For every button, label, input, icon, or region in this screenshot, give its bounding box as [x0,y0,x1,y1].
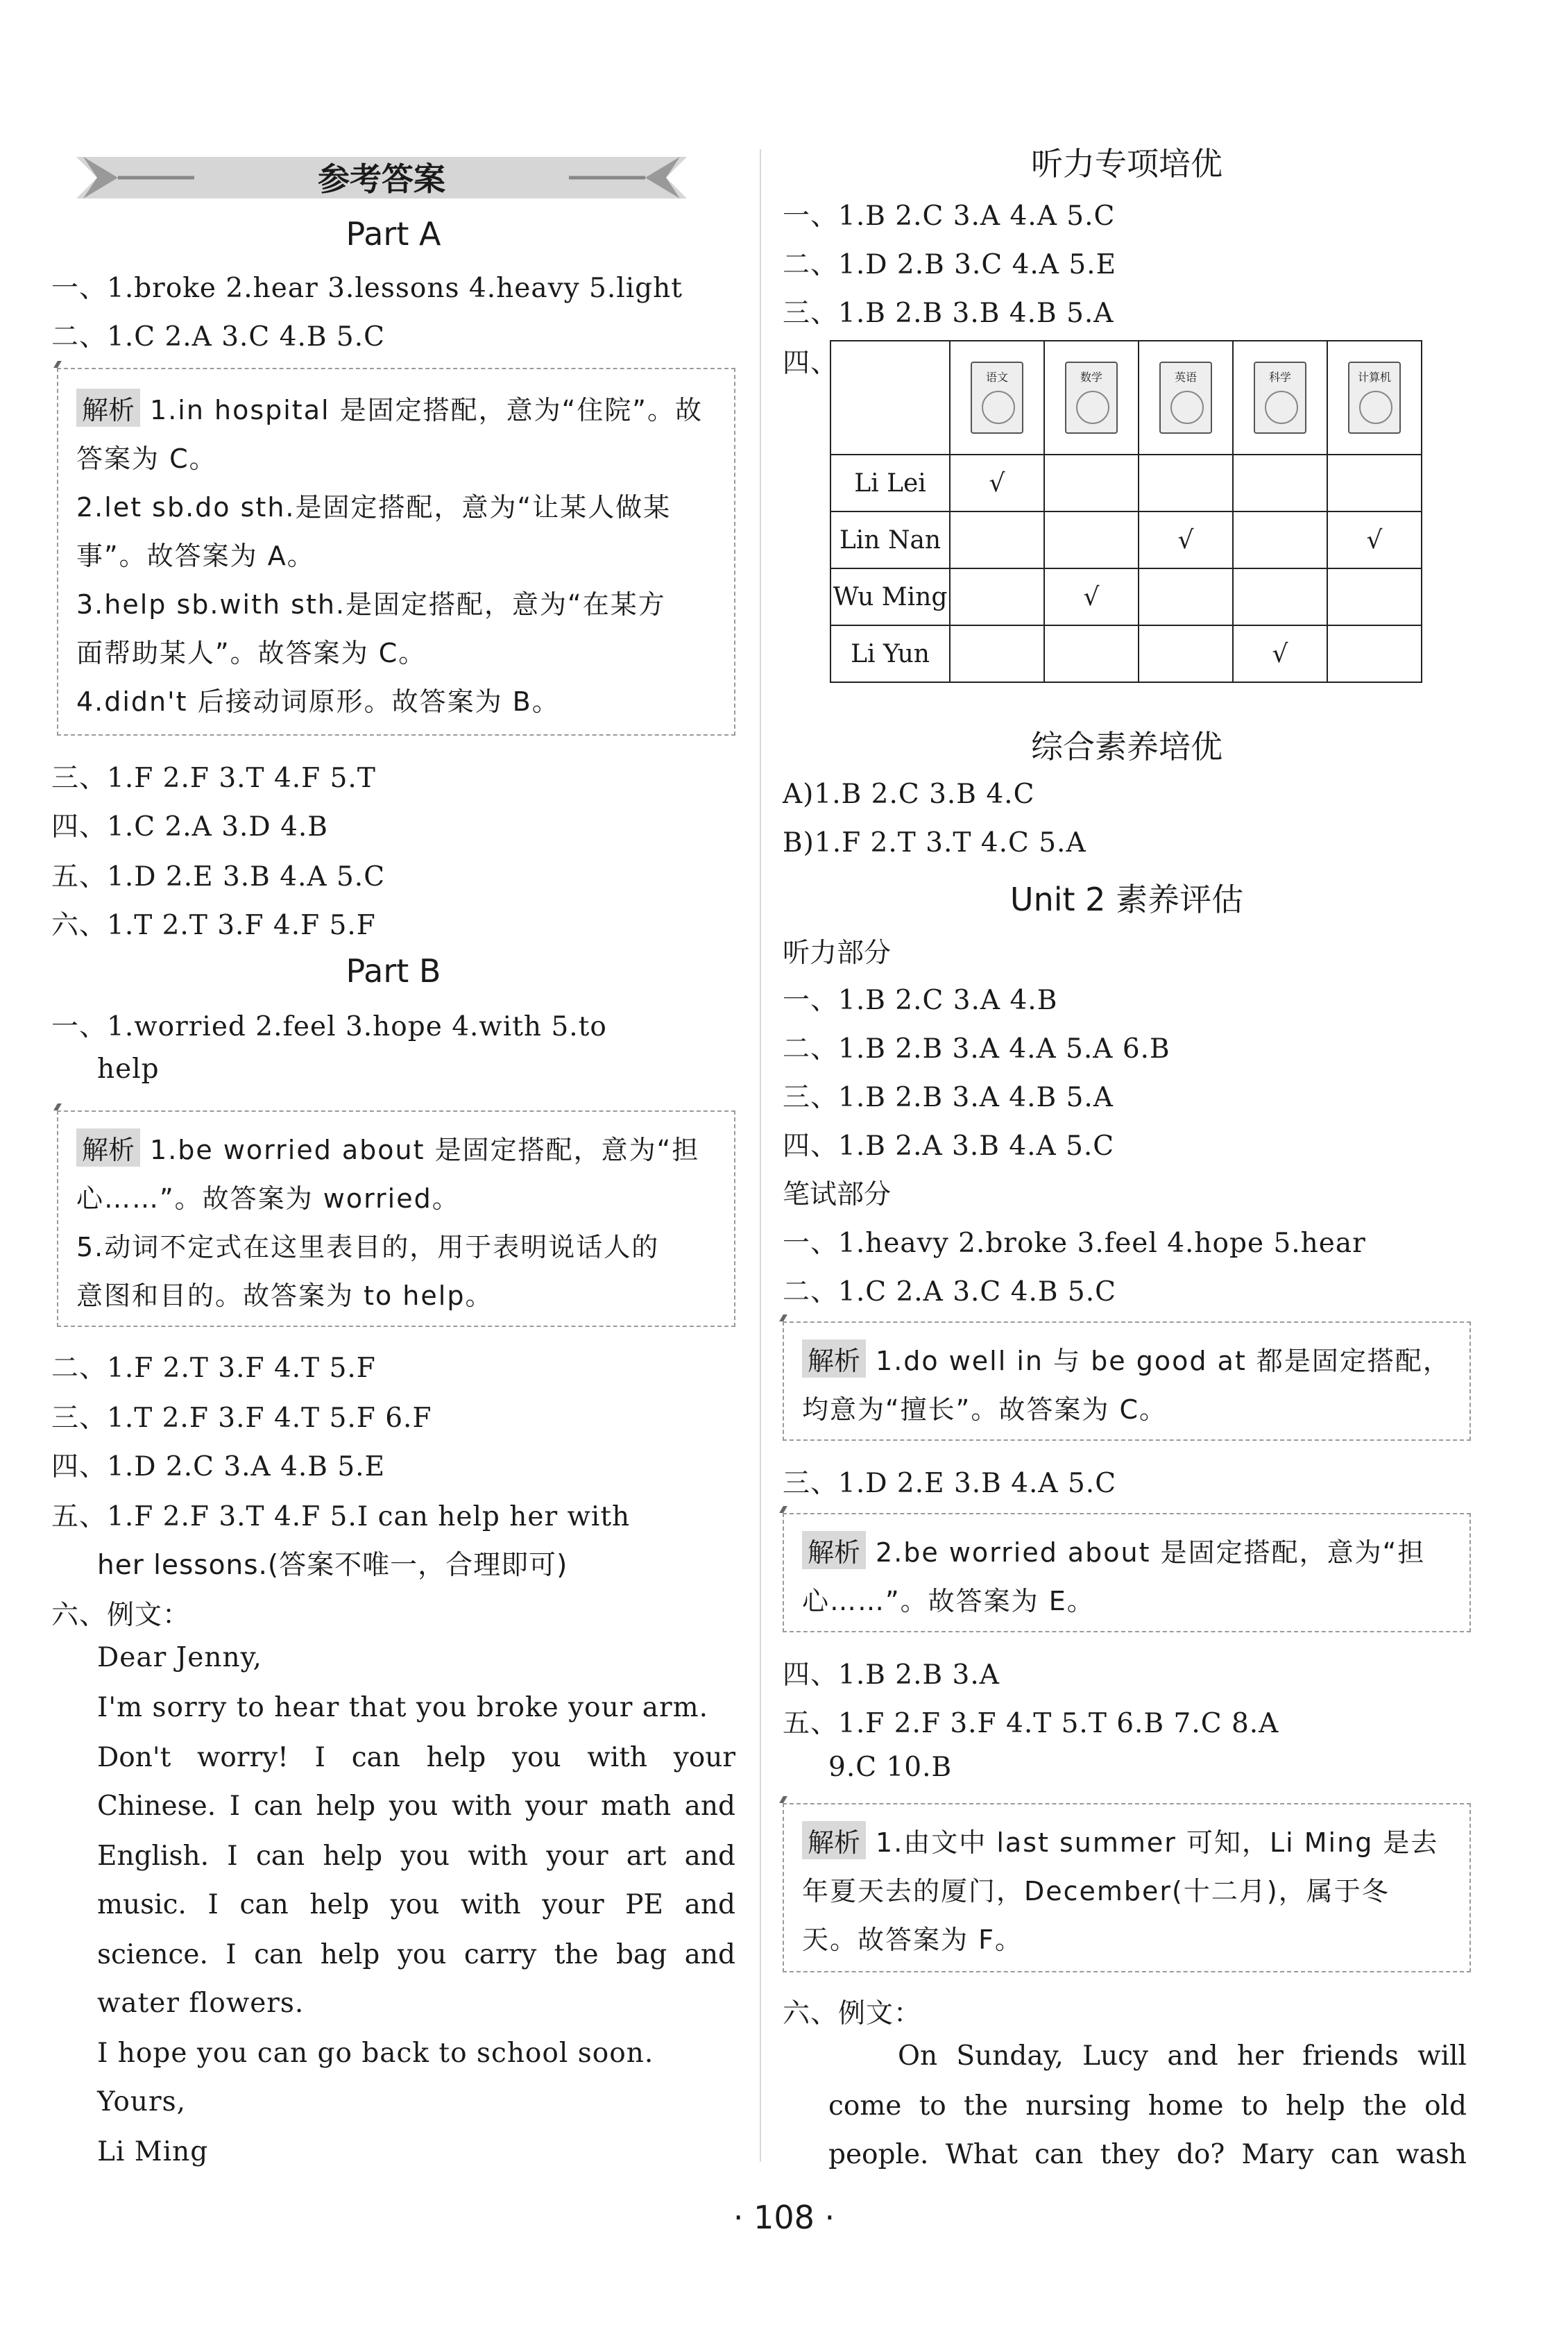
analysis-box-5 [783,1803,1471,1972]
check-cell [950,511,1044,568]
analysis-tag: 解析 [802,1339,866,1378]
table-row [830,568,1422,625]
listening-q4-label: 四、 [783,348,839,379]
table-header-row [830,341,1422,455]
written-q3: 三、1.D 2.E 3.B 4.A 5.C [783,1468,1117,1499]
page-number: · 108 · [733,2199,835,2236]
banner-title: 参考答案 [318,160,445,198]
check-cell: √ [950,455,1044,511]
corner-mark-icon [779,1314,800,1321]
table-corner-cell [830,341,950,455]
letter-line: I'm sorry to hear that you broke your arm. [97,1692,709,1723]
essay-line: come to the nursing home to help the old [828,2090,1467,2122]
analysis-line: 面帮助某人”。故答案为 C。 [76,638,427,668]
written-q5-continued: 9.C 10.B [828,1752,953,1783]
letter-line: water flowers. [97,1988,305,2019]
subject-cell [1139,341,1233,455]
check-cell [1233,568,1327,625]
analysis-tag: 解析 [802,1531,866,1569]
analysis-line: 3.help sb.with sth.是固定搭配，意为“在某方 [76,589,666,620]
part-a-q1: 一、1.broke 2.hear 3.lessons 4.heavy 5.light [51,273,683,304]
unit-listening-q3: 三、1.B 2.B 3.A 4.B 5.A [783,1082,1114,1113]
check-cell [1233,455,1327,511]
written-q6: 六、例文： [783,1998,922,2029]
letter-line: Yours, [97,2086,187,2117]
listening-q2: 二、1.D 2.B 3.C 4.A 5.E [783,249,1117,280]
corner-mark-icon [53,1103,74,1110]
comprehensive-b: B)1.F 2.T 3.T 4.C 5.A [783,827,1086,859]
part-b-heading: Part B [346,952,441,990]
unit-listening-q4: 四、1.B 2.A 3.B 4.A 5.C [783,1131,1115,1162]
analysis-line: 1.do well in 与 be good at 都是固定搭配， [876,1346,1451,1376]
analysis-box-1 [57,368,735,736]
analysis-line: 4.didn't 后接动词原形。故答案为 B。 [76,686,560,717]
check-cell [1139,625,1233,682]
letter-line: I hope you can go back to school soon. [97,2038,654,2069]
table-row [830,625,1422,682]
check-cell [1044,455,1139,511]
part-b-q1-continued: help [97,1054,160,1085]
letter-line: Don't worry! I can help you with your [97,1742,735,1773]
comprehensive-heading: 综合素养培优 [1031,728,1222,766]
part-a-heading: Part A [346,215,441,253]
letter-line: music. I can help you with your PE and [97,1889,735,1920]
answer-banner [76,147,687,208]
written-q1: 一、1.heavy 2.broke 3.feel 4.hope 5.hear [783,1228,1366,1259]
analysis-line: 心……”。故答案为 E。 [802,1586,1095,1616]
analysis-line: 心……”。故答案为 worried。 [76,1183,460,1214]
part-b-q4: 四、1.D 2.C 3.A 4.B 5.E [51,1451,386,1482]
analysis-line: 年夏天去的厦门，December(十二月)，属于冬 [802,1876,1390,1906]
listening-q1: 一、1.B 2.C 3.A 4.A 5.C [783,201,1116,232]
analysis-tag: 解析 [76,389,140,427]
science-book-icon: 科学 [1254,362,1306,434]
part-a-q4: 四、1.C 2.A 3.D 4.B [51,811,328,843]
letter-line: Li Ming [97,2136,209,2167]
analysis-line: 2.let sb.do sth.是固定搭配，意为“让某人做某 [76,492,672,523]
analysis-line: 5.动词不定式在这里表目的，用于表明说话人的 [76,1232,660,1262]
corner-mark-icon [53,361,74,368]
part-b-q5-continued: her lessons.(答案不唯一，合理即可) [97,1550,568,1581]
part-a-q2: 二、1.C 2.A 3.C 4.B 5.C [51,321,385,353]
unit-listening-q2: 二、1.B 2.B 3.A 4.A 5.A 6.B [783,1033,1170,1065]
check-cell [1233,511,1327,568]
letter-line: English. I can help you with your art and [97,1841,735,1872]
analysis-line: 答案为 C。 [76,443,217,474]
english-book-icon: 英语 [1159,362,1212,434]
corner-mark-icon [779,1506,800,1513]
subject-cell [950,341,1044,455]
check-cell [950,625,1044,682]
part-a-q5: 五、1.D 2.E 3.B 4.A 5.C [51,861,386,893]
essay-line: people. What can they do? Mary can wash [828,2139,1467,2170]
listening-part-label: 听力部分 [783,938,892,969]
analysis-line: 2.be worried about 是固定搭配，意为“担 [876,1537,1426,1568]
analysis-tag: 解析 [802,1821,866,1859]
unit-listening-q1: 一、1.B 2.C 3.A 4.B [783,985,1058,1016]
unit-heading: Unit 2 素养评估 [1009,881,1244,918]
analysis-line: 1.in hospital 是固定搭配，意为“住院”。故 [150,395,703,425]
subject-table [830,340,1422,683]
math-book-icon: 数学 [1065,362,1118,434]
analysis-box-2 [57,1110,735,1327]
part-b-q6: 六、例文： [51,1600,191,1631]
analysis-line: 1.由文中 last summer 可知，Li Ming 是去 [876,1827,1439,1858]
check-cell: √ [1139,511,1233,568]
listening-q3: 三、1.B 2.B 3.B 4.B 5.A [783,298,1114,329]
part-a-q6: 六、1.T 2.T 3.F 4.F 5.F [51,910,376,941]
student-name: Wu Ming [830,568,950,625]
subject-cell [1327,341,1422,455]
letter-line: Chinese. I can help you with your math and [97,1791,735,1822]
check-cell [1044,511,1139,568]
part-b-q3: 三、1.T 2.F 3.F 4.T 5.F 6.F [51,1403,432,1434]
computer-book-icon: 计算机 [1348,362,1401,434]
check-cell [1139,455,1233,511]
check-cell [1139,568,1233,625]
letter-line: Dear Jenny, [97,1642,262,1673]
listening-heading: 听力专项培优 [1031,145,1222,183]
analysis-box-4 [783,1513,1471,1632]
analysis-box-3 [783,1321,1471,1441]
written-q4: 四、1.B 2.B 3.A [783,1659,1000,1691]
comprehensive-a: A)1.B 2.C 3.B 4.C [783,779,1035,810]
written-q5: 五、1.F 2.F 3.F 4.T 5.T 6.B 7.C 8.A [783,1708,1279,1739]
written-part-label: 笔试部分 [783,1179,892,1210]
essay-line: On Sunday, Lucy and her friends will [898,2040,1467,2072]
analysis-line: 天。故答案为 F。 [802,1925,1023,1955]
student-name: Li Yun [830,625,950,682]
table-row [830,455,1422,511]
check-cell [1327,568,1422,625]
part-b-q1: 一、1.worried 2.feel 3.hope 4.with 5.to [51,1011,607,1042]
part-b-q2: 二、1.F 2.T 3.F 4.T 5.F [51,1353,376,1384]
table-row [830,511,1422,568]
analysis-tag: 解析 [76,1128,140,1167]
check-cell [950,568,1044,625]
analysis-line: 1.be worried about 是固定搭配，意为“担 [150,1135,700,1165]
student-name: Li Lei [830,455,950,511]
check-cell [1327,455,1422,511]
column-divider [760,149,761,2162]
check-cell: √ [1233,625,1327,682]
student-name: Lin Nan [830,511,950,568]
part-b-q5: 五、1.F 2.F 3.T 4.F 5.I can help her with [51,1501,631,1532]
subject-cell [1233,341,1327,455]
analysis-line: 均意为“擅长”。故答案为 C。 [802,1394,1167,1425]
letter-line: science. I can help you carry the bag and [97,1939,735,1970]
analysis-line: 意图和目的。故答案为 to help。 [76,1280,493,1311]
check-cell: √ [1327,511,1422,568]
written-q2: 二、1.C 2.A 3.C 4.B 5.C [783,1276,1116,1308]
check-cell: √ [1044,568,1139,625]
part-a-q3: 三、1.F 2.F 3.T 4.F 5.T [51,763,376,794]
check-cell [1327,625,1422,682]
check-cell [1044,625,1139,682]
analysis-line: 事”。故答案为 A。 [76,541,315,571]
chinese-book-icon: 语文 [971,362,1023,434]
subject-cell [1044,341,1139,455]
corner-mark-icon [779,1796,800,1803]
